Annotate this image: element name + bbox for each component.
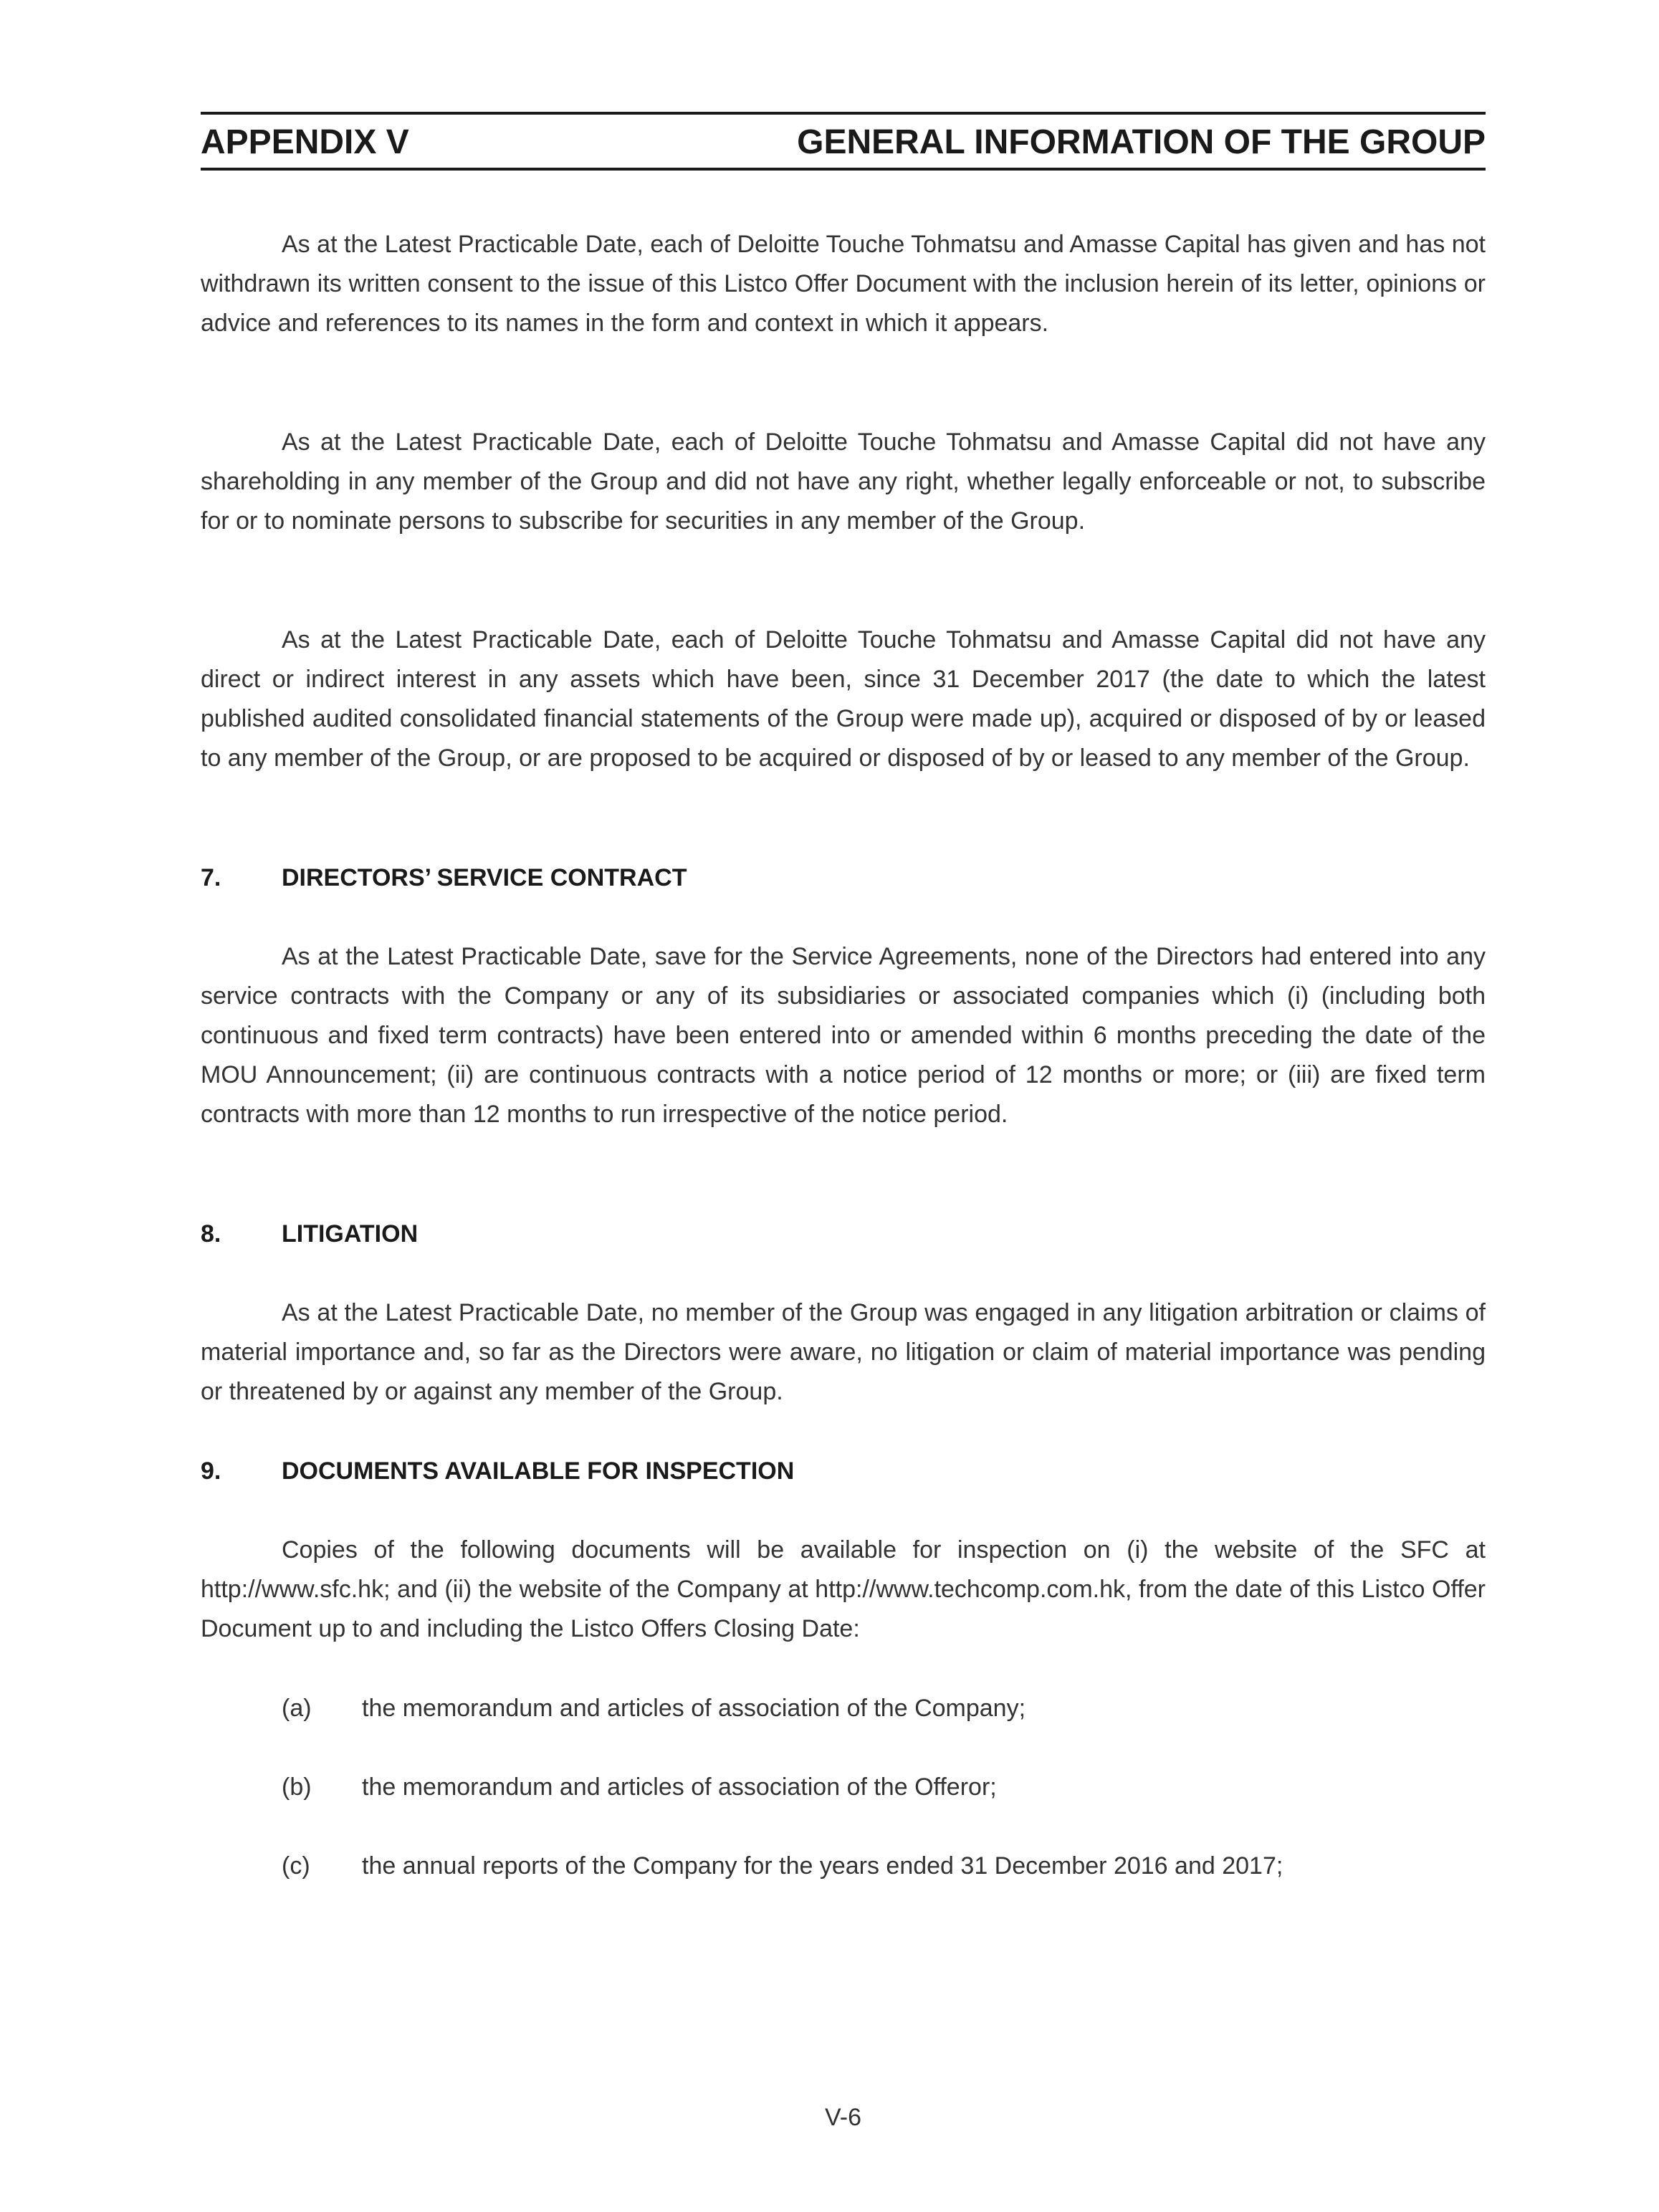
list-marker: (c) [282, 1852, 310, 1880]
consent-paragraph: As at the Latest Practicable Date, each of Deloitte Touche Tohmatsu and Amasse Capital has given and has not withdrawn its written consent to the issue of this Listco Offer Document with the inclusion herein of its letter, opinions or advice and references to its names in the form and context in which it appears. [201, 231, 1486, 337]
list-marker: (b) [282, 1773, 312, 1801]
section-number: 8. [201, 1220, 221, 1248]
page-header [201, 112, 1486, 171]
section-body-7: As at the Latest Practicable Date, save for the Service Agreements, none of the Directors had entered into any service contracts with the Company or any of its subsidiaries or associated companies which (i) (including both continuous and fixed term contracts) have been entered into or amended within 6 months preceding the date of the MOU Announcement; (ii) are continuous contracts with a notice period of 12 months or more; or (iii) are fixed term contracts with more than 12 months to run irrespective of the notice period. [201, 943, 1486, 1128]
appendix-label: APPENDIX V [201, 123, 409, 161]
section-title: DIRECTORS’ SERVICE CONTRACT [282, 864, 687, 891]
page-number: V-6 [824, 2104, 862, 2131]
appendix-title: GENERAL INFORMATION OF THE GROUP [797, 123, 1486, 161]
list-item [282, 1689, 1486, 1728]
list-marker: (a) [282, 1695, 312, 1722]
list-text: the annual reports of the Company for the years ended 31 December 2016 and 2017; [362, 1852, 1283, 1880]
interest-paragraph: As at the Latest Practicable Date, each of Deloitte Touche Tohmatsu and Amasse Capital did not have any direct or indirect interest in any assets which have been, since 31 December 2017 (the date to which the latest published audited consolidated financial statements of the Group were made up), acquired or disposed of by or leased to any member of the Group, or are proposed to be acquired or disposed of by or leased to any member of the Group. [201, 626, 1486, 772]
section-body-9: Copies of the following documents will be available for inspection on (i) the website of the SFC at http://www.sfc.hk; and (ii) the website of the Company at http://www.techcomp.com.hk, from the date of this Listco Offer Document up to and including the Listco Offers Closing Date: [201, 1536, 1486, 1642]
section-body-8: As at the Latest Practicable Date, no member of the Group was engaged in any litigation arbitration or claims of material importance and, so far as the Directors were aware, no litigation or claim of material importance was pending or threatened by or against any member of the Group. [201, 1299, 1486, 1405]
section-title: LITIGATION [282, 1220, 419, 1248]
list-text: the memorandum and articles of association of the Offeror; [362, 1773, 997, 1801]
section-title: DOCUMENTS AVAILABLE FOR INSPECTION [282, 1457, 795, 1485]
section-number: 7. [201, 864, 221, 891]
document-page [201, 0, 1486, 2212]
list-text: the memorandum and articles of association of the Company; [362, 1695, 1026, 1722]
section-number: 9. [201, 1457, 221, 1485]
section-heading-7 [201, 858, 1486, 898]
list-item [282, 1768, 1486, 1807]
section-heading-8 [201, 1215, 1486, 1254]
shareholding-paragraph: As at the Latest Practicable Date, each of Deloitte Touche Tohmatsu and Amasse Capital did not have any shareholding in any member of the Group and did not have any right, whether legally enforceable or not, to subscribe for or to nominate persons to subscribe for securities in any member of the Group. [201, 428, 1486, 535]
list-item [282, 1847, 1486, 1886]
section-heading-9 [201, 1452, 1486, 1491]
